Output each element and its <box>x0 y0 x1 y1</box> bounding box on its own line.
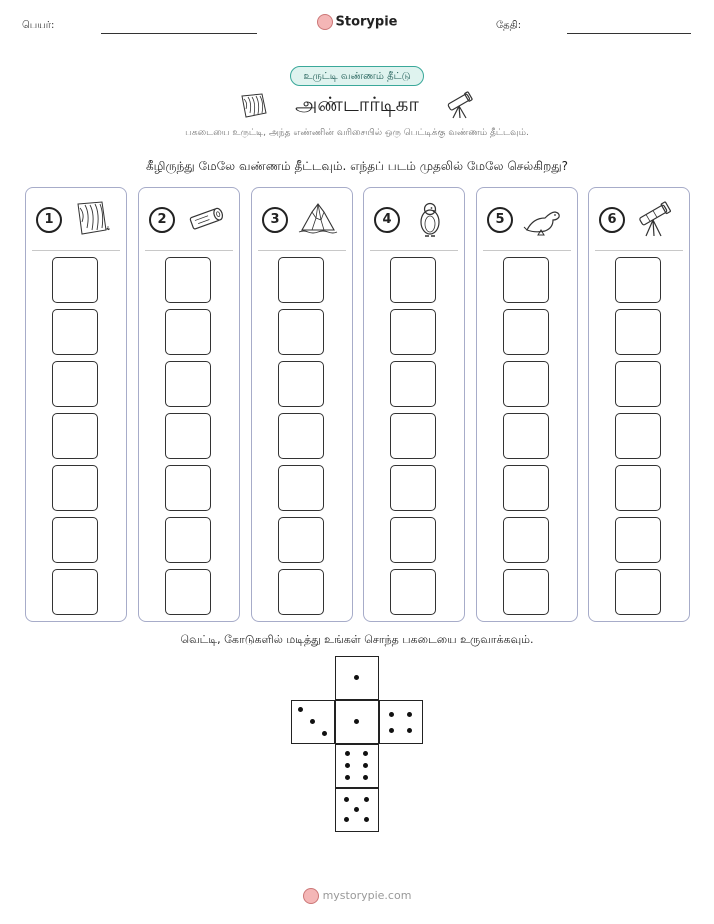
die-pip <box>345 751 350 756</box>
color-box[interactable] <box>615 361 661 407</box>
die-pip <box>344 817 349 822</box>
color-box[interactable] <box>165 569 211 615</box>
die-pip <box>354 675 359 680</box>
die-pip <box>345 763 350 768</box>
die-face <box>335 744 379 788</box>
color-box[interactable] <box>615 465 661 511</box>
column-number: 1 <box>36 207 62 233</box>
die-pip <box>407 728 412 733</box>
color-box[interactable] <box>278 257 324 303</box>
color-box[interactable] <box>390 413 436 459</box>
color-box[interactable] <box>503 309 549 355</box>
color-box[interactable] <box>278 413 324 459</box>
page-title: அண்டார்டிகா <box>295 92 419 116</box>
die-pip <box>389 728 394 733</box>
color-box[interactable] <box>52 517 98 563</box>
dice-column-5 <box>476 187 578 622</box>
brand-logo <box>0 14 714 30</box>
die-pip <box>389 712 394 717</box>
dice-column-2 <box>138 187 240 622</box>
color-box[interactable] <box>615 257 661 303</box>
color-box[interactable] <box>503 465 549 511</box>
color-box[interactable] <box>278 569 324 615</box>
color-box[interactable] <box>390 257 436 303</box>
die-pip <box>407 712 412 717</box>
brand-name: Storypie <box>335 14 398 30</box>
column-divider <box>483 250 571 251</box>
color-box[interactable] <box>52 361 98 407</box>
penguin-icon <box>410 200 450 238</box>
color-box[interactable] <box>52 413 98 459</box>
column-number: 6 <box>599 207 625 233</box>
color-box[interactable] <box>503 517 549 563</box>
dice-column-3 <box>251 187 353 622</box>
color-box[interactable] <box>52 309 98 355</box>
subtitle: பகடையை உருட்டி, அந்த எண்ணின் வரிசையில் ஒரு பெட்டிக்கு வண்ணம் தீட்டவும். <box>185 128 529 138</box>
color-box[interactable] <box>52 257 98 303</box>
question: கீழிருந்து மேலே வண்ணம் தீட்டவும். எந்தப் படம் முதலில் மேலே செல்கிறது? <box>145 159 569 173</box>
date-label: தேதி: <box>496 20 522 31</box>
color-box[interactable] <box>390 569 436 615</box>
color-box[interactable] <box>615 309 661 355</box>
column-number: 3 <box>262 207 288 233</box>
seal-icon <box>523 200 563 238</box>
cutout-instruction: வெட்டி, கோடுகளில் மடித்து உங்கள் சொந்த பகடையை உருவாக்கவும். <box>180 633 534 646</box>
die-pip <box>345 775 350 780</box>
die-pip <box>364 797 369 802</box>
telescope-icon <box>444 90 476 120</box>
die-pip <box>364 817 369 822</box>
die-pip <box>322 731 327 736</box>
die-pip <box>363 775 368 780</box>
iceberg-icon <box>298 200 338 238</box>
name-line[interactable] <box>101 33 257 34</box>
color-box[interactable] <box>503 569 549 615</box>
color-box[interactable] <box>615 569 661 615</box>
color-box[interactable] <box>278 309 324 355</box>
die-pip <box>363 751 368 756</box>
game-type-pill: உருட்டி வண்ணம் தீட்டு <box>290 66 424 86</box>
color-box[interactable] <box>390 361 436 407</box>
column-divider <box>595 250 683 251</box>
color-box[interactable] <box>165 465 211 511</box>
column-divider <box>370 250 458 251</box>
color-box[interactable] <box>52 569 98 615</box>
die-pip <box>310 719 315 724</box>
date-line[interactable] <box>567 33 691 34</box>
color-box[interactable] <box>278 361 324 407</box>
glacier-icon <box>72 200 112 238</box>
die-pip <box>363 763 368 768</box>
color-box[interactable] <box>390 465 436 511</box>
color-box[interactable] <box>615 413 661 459</box>
color-box[interactable] <box>390 517 436 563</box>
color-box[interactable] <box>278 465 324 511</box>
color-box[interactable] <box>615 517 661 563</box>
die-face <box>335 700 379 744</box>
color-box[interactable] <box>278 517 324 563</box>
dice-column-4 <box>363 187 465 622</box>
color-box[interactable] <box>165 517 211 563</box>
color-box[interactable] <box>165 361 211 407</box>
color-box[interactable] <box>52 465 98 511</box>
die-face <box>335 788 379 832</box>
color-box[interactable] <box>165 309 211 355</box>
color-box[interactable] <box>390 309 436 355</box>
column-number: 4 <box>374 207 400 233</box>
log-icon <box>185 200 225 238</box>
footer <box>0 888 714 904</box>
color-box[interactable] <box>165 257 211 303</box>
die-face <box>379 700 423 744</box>
die-face <box>335 656 379 700</box>
color-box[interactable] <box>503 413 549 459</box>
die-pip <box>344 797 349 802</box>
column-divider <box>145 250 233 251</box>
die-pip <box>298 707 303 712</box>
storypie-logo-icon <box>317 14 333 30</box>
die-pip <box>354 807 359 812</box>
column-divider <box>258 250 346 251</box>
telescope-icon <box>635 200 675 238</box>
column-divider <box>32 250 120 251</box>
dice-column-1 <box>25 187 127 622</box>
name-label: பெயர்: <box>22 20 55 31</box>
storypie-logo-icon <box>303 888 319 904</box>
die-face <box>291 700 335 744</box>
column-number: 5 <box>487 207 513 233</box>
die-pip <box>354 719 359 724</box>
column-number: 2 <box>149 207 175 233</box>
color-box[interactable] <box>503 257 549 303</box>
footer-url[interactable]: mystorypie.com <box>322 889 412 902</box>
color-box[interactable] <box>165 413 211 459</box>
color-box[interactable] <box>503 361 549 407</box>
dice-column-6 <box>588 187 690 622</box>
